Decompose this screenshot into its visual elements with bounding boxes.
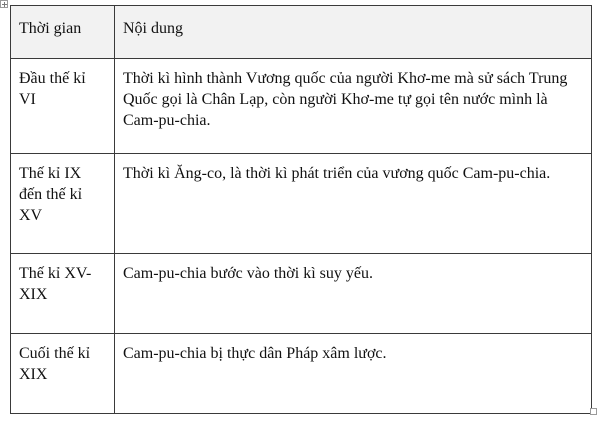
table-row: [11, 154, 592, 254]
history-table: [10, 5, 592, 414]
table-row: [11, 334, 592, 414]
time-cell: Đầu thế kỉ VI: [11, 59, 115, 154]
table-resize-handle-icon[interactable]: [590, 408, 597, 415]
content-cell: Cam-pu-chia bước vào thời kì suy yếu.: [115, 254, 592, 334]
content-cell: Thời kì Ăng-co, là thời kì phát triển của vương quốc Cam-pu-chia.: [115, 154, 592, 254]
content-cell: Thời kì hình thành Vương quốc của người Khơ-me mà sử sách Trung Quốc gọi là Chân Lạp, còn người Khơ-me tự gọi tên nước mình là Cam-pu-chia.: [115, 59, 592, 154]
content-cell: Cam-pu-chia bị thực dân Pháp xâm lược.: [115, 334, 592, 414]
table-row: [11, 254, 592, 334]
table-header-row: [11, 6, 592, 59]
time-cell: Thế kỉ IX đến thế kỉ XV: [11, 154, 115, 254]
header-time: Thời gian: [11, 6, 115, 59]
time-cell: Thế kỉ XV-XIX: [11, 254, 115, 334]
time-cell: Cuối thế kỉ XIX: [11, 334, 115, 414]
table-row: [11, 59, 592, 154]
table-move-handle-icon[interactable]: [0, 0, 8, 8]
header-content: Nội dung: [115, 6, 592, 59]
